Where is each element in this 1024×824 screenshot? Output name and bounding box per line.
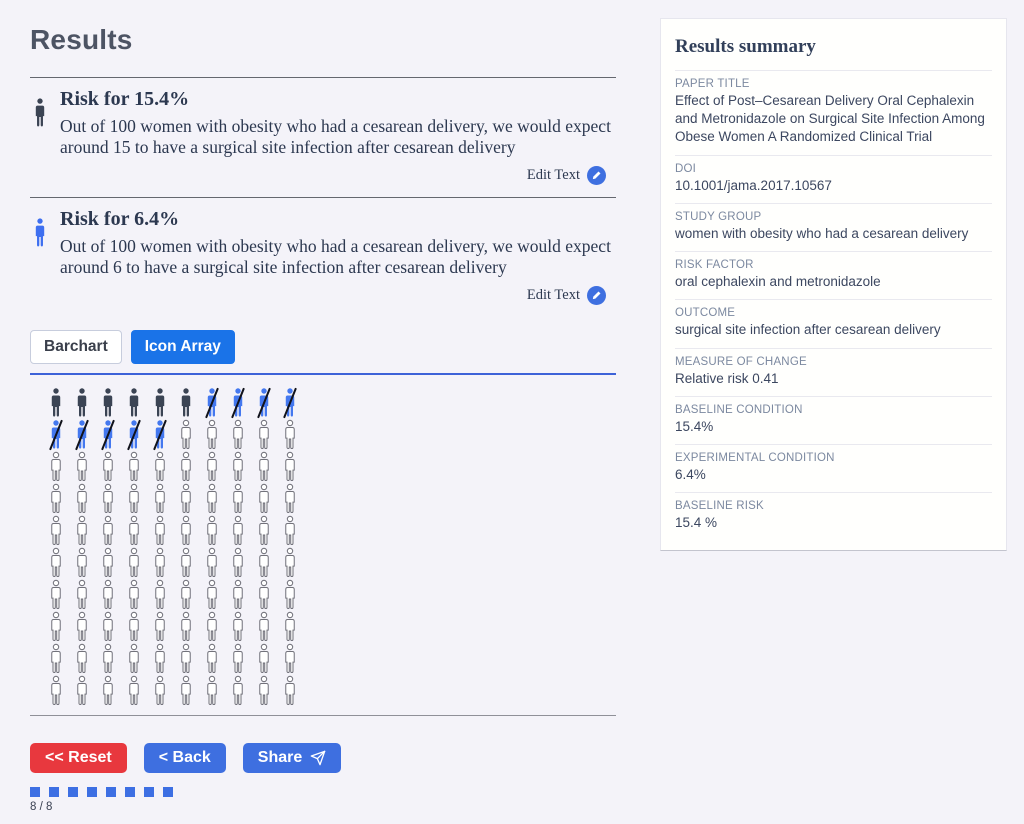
- results-summary-card: [660, 18, 1007, 551]
- page-title: Results: [30, 24, 133, 55]
- summary-field: [675, 71, 992, 156]
- summary-field: [675, 252, 992, 300]
- summary-field: [675, 349, 992, 397]
- divider-gray: [30, 715, 616, 716]
- progress-dot: [87, 787, 97, 797]
- progress-dot: [125, 787, 135, 797]
- edit-text-button-baseline[interactable]: [60, 166, 606, 185]
- results-summary-fields: [675, 71, 992, 540]
- footer-buttons: [30, 743, 616, 773]
- person-icon-slashed: [74, 420, 90, 450]
- person-icon-outline: [152, 516, 168, 546]
- person-icon-outline: [152, 676, 168, 706]
- person-icon-outline: [48, 580, 64, 610]
- person-icon-outline: [100, 612, 116, 642]
- person-icon-outline: [204, 548, 220, 578]
- person-icon-outline: [178, 484, 194, 514]
- view-tabs: [30, 330, 616, 364]
- person-icon-outline: [256, 580, 272, 610]
- person-icon-outline: [282, 644, 298, 674]
- person-icon-outline: [282, 548, 298, 578]
- summary-field-label: EXPERIMENTAL CONDITION: [675, 451, 835, 464]
- person-icon-dark: [100, 388, 116, 418]
- person-icon-outline: [152, 580, 168, 610]
- divider-blue: [30, 373, 616, 375]
- person-icon-outline: [74, 644, 90, 674]
- icon-array-chart: [48, 388, 308, 708]
- person-icon-dark: [126, 388, 142, 418]
- summary-field: [675, 445, 992, 493]
- risk-title-experimental: Risk for 6.4%: [60, 208, 180, 230]
- person-icon-outline: [74, 676, 90, 706]
- summary-field-value: surgical site infection after cesarean delivery: [675, 322, 941, 338]
- summary-field-label: STUDY GROUP: [675, 210, 762, 223]
- progress-dot: [144, 787, 154, 797]
- person-icon-outline: [126, 612, 142, 642]
- edit-pencil-icon: [587, 286, 606, 305]
- person-icon-outline: [230, 516, 246, 546]
- person-icon-outline: [178, 676, 194, 706]
- summary-field: [675, 493, 992, 540]
- person-icon-outline: [256, 484, 272, 514]
- edit-pencil-icon: [587, 166, 606, 185]
- person-icon-outline: [204, 676, 220, 706]
- person-icon-outline: [256, 644, 272, 674]
- person-icon-outline: [100, 644, 116, 674]
- person-icon-outline: [100, 548, 116, 578]
- person-icon-outline: [152, 644, 168, 674]
- progress-dot: [163, 787, 173, 797]
- edit-text-button-experimental[interactable]: [60, 286, 606, 305]
- person-icon-outline: [282, 484, 298, 514]
- person-icon-outline: [126, 484, 142, 514]
- progress-dot: [68, 787, 78, 797]
- person-icon-outline: [230, 420, 246, 450]
- person-icon-dark: [74, 388, 90, 418]
- person-icon-dark: [33, 90, 47, 136]
- person-icon-outline: [256, 452, 272, 482]
- person-icon-outline: [48, 612, 64, 642]
- person-icon-slashed: [256, 388, 272, 418]
- person-icon-slashed: [204, 388, 220, 418]
- person-icon-outline: [126, 548, 142, 578]
- summary-field-label: BASELINE CONDITION: [675, 403, 803, 416]
- main-column: [30, 0, 616, 813]
- summary-field: [675, 397, 992, 445]
- progress-dots: [30, 787, 616, 797]
- person-icon-slashed: [152, 420, 168, 450]
- person-icon-outline: [152, 548, 168, 578]
- summary-field-value: Relative risk 0.41: [675, 370, 779, 386]
- person-icon-outline: [230, 452, 246, 482]
- person-icon-outline: [178, 452, 194, 482]
- summary-field-value: 15.4 %: [675, 515, 718, 531]
- person-icon-outline: [126, 452, 142, 482]
- summary-field-value: 10.1001/jama.2017.10567: [675, 177, 832, 193]
- summary-field-value: 15.4%: [675, 418, 714, 434]
- person-icon-outline: [282, 452, 298, 482]
- person-icon-outline: [178, 516, 194, 546]
- person-icon-outline: [230, 484, 246, 514]
- person-icon-outline: [282, 516, 298, 546]
- edit-text-label: Edit Text: [526, 167, 580, 183]
- back-button[interactable]: < Back: [144, 743, 226, 773]
- edit-text-label: Edit Text: [526, 287, 580, 303]
- person-icon-outline: [48, 644, 64, 674]
- summary-field-value: 6.4%: [675, 466, 706, 482]
- person-icon-blue: [33, 210, 47, 256]
- person-icon-outline: [204, 644, 220, 674]
- person-icon-outline: [152, 452, 168, 482]
- person-icon-outline: [74, 612, 90, 642]
- summary-field: [675, 204, 992, 252]
- person-icon-outline: [204, 452, 220, 482]
- summary-field-value: women with obesity who had a cesarean delivery: [675, 225, 969, 241]
- person-icon-outline: [100, 484, 116, 514]
- person-icon-outline: [178, 612, 194, 642]
- person-icon-outline: [126, 516, 142, 546]
- person-icon-outline: [100, 676, 116, 706]
- person-icon-outline: [178, 548, 194, 578]
- summary-field-label: OUTCOME: [675, 307, 736, 320]
- person-icon-outline: [230, 548, 246, 578]
- person-icon-outline: [230, 580, 246, 610]
- person-icon-dark: [48, 388, 64, 418]
- person-icon-outline: [74, 516, 90, 546]
- person-icon-outline: [48, 548, 64, 578]
- person-icon-outline: [282, 612, 298, 642]
- tab-barchart[interactable]: Barchart: [30, 330, 122, 364]
- summary-field-value: Effect of Post–Cesarean Delivery Oral Cephalexin and Metronidazole on Surgical Site Infection Among Obese Women A Randomized Clinical Trial: [675, 93, 985, 145]
- person-icon-outline: [256, 676, 272, 706]
- person-icon-slashed: [282, 388, 298, 418]
- risk-description-baseline: Out of 100 women with obesity who had a cesarean delivery, we would expect around 15 to have a surgical site infection after cesarean delivery: [60, 116, 611, 157]
- person-icon-outline: [178, 644, 194, 674]
- person-icon-outline: [204, 612, 220, 642]
- person-icon-outline: [100, 452, 116, 482]
- share-button-label: Share: [257, 749, 303, 766]
- progress-text: 8 / 8: [30, 801, 53, 813]
- person-icon-outline: [204, 420, 220, 450]
- person-icon-outline: [126, 644, 142, 674]
- person-icon-outline: [48, 516, 64, 546]
- person-icon-outline: [230, 676, 246, 706]
- person-icon-outline: [126, 580, 142, 610]
- person-icon-outline: [256, 548, 272, 578]
- person-icon-outline: [230, 612, 246, 642]
- person-icon-outline: [48, 676, 64, 706]
- person-icon-outline: [204, 580, 220, 610]
- person-icon-outline: [152, 612, 168, 642]
- person-icon-slashed: [100, 420, 116, 450]
- person-icon-outline: [230, 644, 246, 674]
- results-summary-title: Results summary: [675, 36, 816, 57]
- person-icon-outline: [100, 516, 116, 546]
- person-icon-outline: [204, 516, 220, 546]
- person-icon-outline: [100, 580, 116, 610]
- person-icon-outline: [256, 420, 272, 450]
- progress-dot: [49, 787, 59, 797]
- person-icon-outline: [48, 452, 64, 482]
- person-icon-outline: [74, 452, 90, 482]
- progress-dot: [30, 787, 40, 797]
- progress-dot: [106, 787, 116, 797]
- person-icon-slashed: [126, 420, 142, 450]
- person-icon-outline: [282, 580, 298, 610]
- risk-section-baseline: [30, 78, 616, 197]
- person-icon-outline: [178, 580, 194, 610]
- person-icon-outline: [74, 548, 90, 578]
- summary-field-label: BASELINE RISK: [675, 500, 764, 513]
- share-button[interactable]: [243, 743, 341, 773]
- reset-button[interactable]: << Reset: [30, 743, 127, 773]
- person-icon-outline: [74, 580, 90, 610]
- summary-field-label: MEASURE OF CHANGE: [675, 355, 807, 368]
- tab-icon-array[interactable]: Icon Array: [131, 330, 235, 364]
- person-icon-outline: [282, 676, 298, 706]
- person-icon-outline: [204, 484, 220, 514]
- person-icon-dark: [152, 388, 168, 418]
- risk-title-baseline: Risk for 15.4%: [60, 88, 190, 110]
- person-icon-outline: [48, 484, 64, 514]
- person-icon-slashed: [48, 420, 64, 450]
- person-icon-outline: [178, 420, 194, 450]
- summary-field: [675, 300, 992, 348]
- summary-field: [675, 156, 992, 204]
- risk-description-experimental: Out of 100 women with obesity who had a cesarean delivery, we would expect around 6 to have a surgical site infection after cesarean delivery: [60, 236, 611, 277]
- person-icon-outline: [74, 484, 90, 514]
- person-icon-outline: [256, 516, 272, 546]
- summary-field-label: DOI: [675, 162, 697, 175]
- summary-field-label: RISK FACTOR: [675, 259, 754, 272]
- send-icon: [310, 750, 326, 766]
- person-icon-slashed: [230, 388, 246, 418]
- summary-field-value: oral cephalexin and metronidazole: [675, 274, 881, 290]
- summary-field-label: PAPER TITLE: [675, 78, 750, 90]
- person-icon-outline: [126, 676, 142, 706]
- person-icon-dark: [178, 388, 194, 418]
- person-icon-outline: [256, 612, 272, 642]
- risk-section-experimental: [30, 198, 616, 317]
- person-icon-outline: [152, 484, 168, 514]
- person-icon-outline: [282, 420, 298, 450]
